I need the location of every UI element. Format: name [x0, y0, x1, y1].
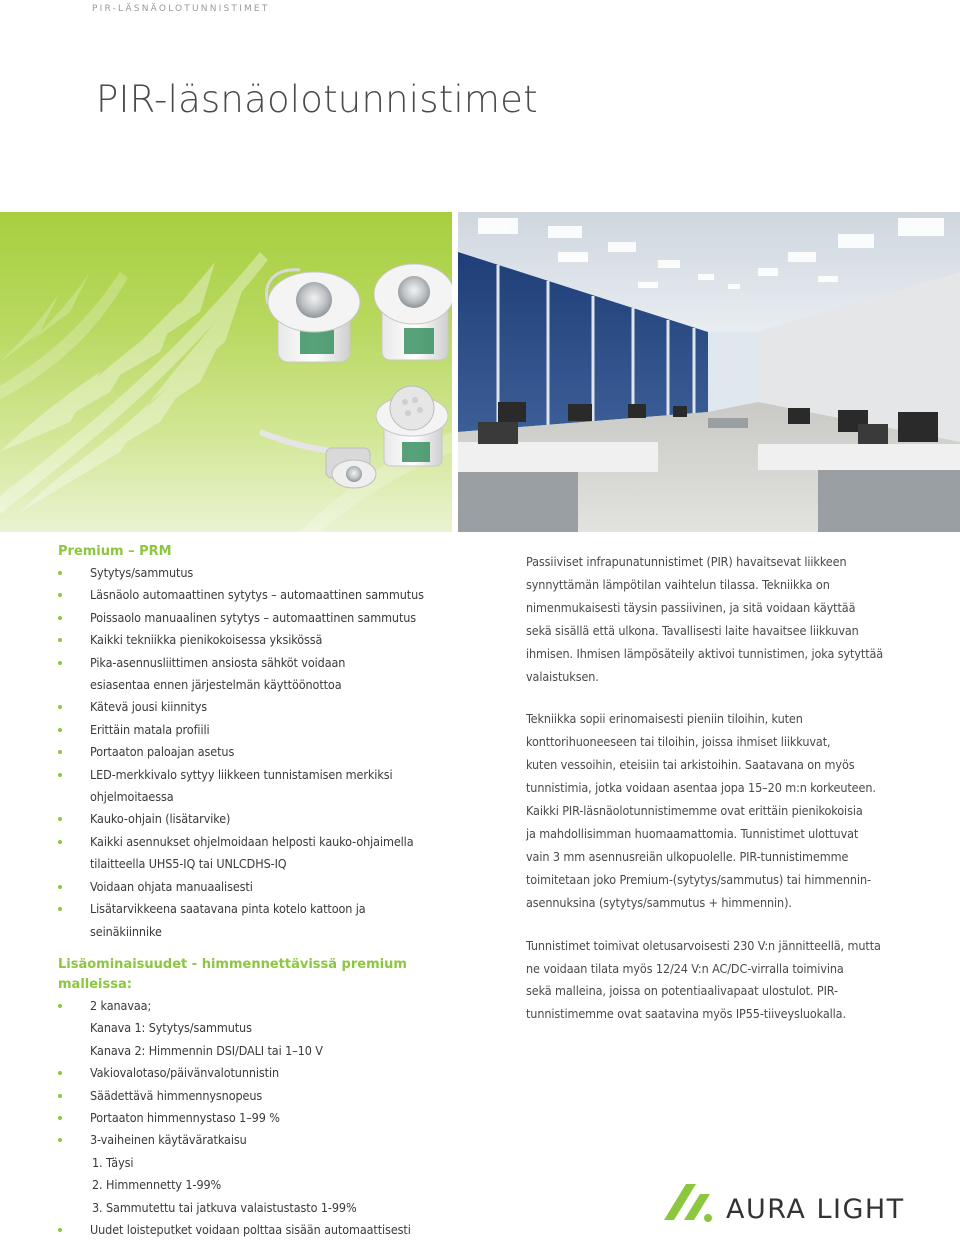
list-item-text: Portaaton paloajan asetus — [90, 744, 235, 760]
running-head: PIR-LÄSNÄOLOTUNNISTIMET — [92, 4, 270, 14]
bullet-icon — [58, 1004, 62, 1008]
list-item-text: Kaikki tekniikka pienikokoisessa yksikössä — [90, 632, 323, 648]
fern-sensors-illustration — [0, 212, 452, 532]
list-item-text: Läsnäolo automaattinen sytytys – automaattinen sammutus — [90, 587, 424, 603]
list-item — [58, 652, 458, 697]
bullet-icon — [58, 661, 62, 665]
extra-features-heading: Lisäominaisuudet - himmennettävissä premium malleissa: — [58, 956, 407, 992]
bullet-icon — [58, 907, 62, 911]
list-item-text: 3. Sammutettu tai jatkuva valaistustasto 1-99% — [92, 1199, 357, 1215]
list-item-text: 1. Täysi — [92, 1154, 134, 1170]
list-item-text: tilaitteella UHS5-IQ tai UNLCDHS-IQ — [90, 856, 287, 872]
premium-feature-list — [58, 562, 458, 943]
sensor-2 — [374, 264, 452, 360]
description-paragraph — [526, 708, 926, 914]
bullet-icon — [58, 1116, 62, 1120]
list-item-text: Erittäin matala profiili — [90, 721, 210, 737]
list-item — [58, 584, 458, 606]
paragraph-line: Kaikki PIR-läsnäolotunnistimemme ovat erittäin pienikokoisia — [526, 803, 863, 819]
paragraph-line: ja mahdollisimman huomaamattomia. Tunnistimet ulottuvat — [526, 825, 859, 841]
bullet-icon — [58, 616, 62, 620]
list-item — [58, 876, 458, 898]
bullet-icon — [58, 571, 62, 575]
description-paragraph — [526, 935, 926, 1027]
logo-wordmark: AURA LIGHT — [726, 1194, 905, 1225]
list-item-text: Kanava 1: Sytytys/sammutus — [90, 1020, 252, 1036]
list-item — [58, 1062, 458, 1084]
list-item — [58, 764, 458, 809]
paragraph-line: sekä malleina, joissa on potentiaalivapaat ulostulot. PIR- — [526, 983, 838, 999]
bullet-icon — [58, 1138, 62, 1142]
list-item-text: LED-merkkivalo syttyy liikkeen tunnistamisen merkiksi — [90, 766, 393, 782]
list-item-text: Vakiovalotaso/päivänvalotunnistin — [90, 1065, 280, 1081]
list-item-text: ohjelmoitaessa — [90, 789, 174, 805]
list-item-text: 2 kanavaa; — [90, 997, 152, 1013]
list-item-text: Portaaton himmennystaso 1–99 % — [90, 1109, 280, 1125]
bullet-icon — [58, 1228, 62, 1232]
list-item — [58, 831, 458, 876]
bullet-icon — [58, 728, 62, 732]
paragraph-line: vain 3 mm asennusreiän ulkopuolelle. PIR-tunnistimemme — [526, 848, 849, 864]
list-item-text: Säädettävä himmennysnopeus — [90, 1087, 263, 1103]
paragraph-line: asennuksina (sytytys/sammutus + himmennin). — [526, 894, 792, 910]
bullet-icon — [58, 593, 62, 597]
paragraph-line: kuten vessoihin, eteisiin tai arkistoihin. Saatavana on myös — [526, 757, 855, 773]
paragraph-line: tunnistimemme ovat saatavina myös IP55-tiiveysluokalla. — [526, 1006, 846, 1022]
sensor-1 — [267, 270, 360, 362]
sensor-3 — [376, 386, 448, 466]
bullet-icon — [58, 1094, 62, 1098]
list-item — [58, 1085, 458, 1107]
list-item-text: Kanava 2: Himmennin DSI/DALI tai 1–10 V — [90, 1042, 323, 1058]
list-item-text: seinäkiinnike — [90, 923, 162, 939]
paragraph-line: valaistuksen. — [526, 668, 599, 684]
bullet-icon — [58, 885, 62, 889]
paragraph-line: toimitetaan joko Premium-(sytytys/sammutus) tai himmennin- — [526, 871, 871, 887]
list-item — [58, 995, 458, 1062]
paragraph-line: ihmisen. Ihmisen lämpösäteily aktivoi tunnistimen, joka sytyttää — [526, 645, 884, 661]
list-item-text: Kätevä jousi kiinnitys — [90, 699, 208, 715]
features-column — [58, 542, 458, 1241]
bullet-icon — [58, 840, 62, 844]
office-photo — [458, 212, 960, 532]
list-item-text: Kauko-ohjain (lisätarvike) — [90, 811, 231, 827]
list-item-text: Pika-asennusliittimen ansiosta sähköt voidaan — [90, 654, 346, 670]
list-item — [58, 1107, 458, 1129]
bullet-icon — [58, 705, 62, 709]
bullet-icon — [58, 817, 62, 821]
paragraph-line: Tekniikka sopii erinomaisesti pieniin tiloihin, kuten — [526, 711, 803, 727]
paragraph-line: sekä sisällä että ulkona. Tavallisesti laite havaitsee liikkuvan — [526, 622, 859, 638]
page-title: PIR-läsnäolotunnistimet — [96, 78, 538, 121]
list-item — [58, 719, 458, 741]
paragraph-line: tunnistimia, jotka voidaan asentaa jopa 15–20 m:n korkeuteen. — [526, 780, 876, 796]
bullet-icon — [58, 773, 62, 777]
list-item — [58, 562, 458, 584]
list-item — [58, 629, 458, 651]
product-image-fern-sensors — [0, 212, 452, 532]
paragraph-line: Passiiviset infrapunatunnistimet (PIR) havaitsevat liikkeen — [526, 554, 847, 569]
paragraph-line: konttorihuoneeseen tai tiloihin, joissa ihmiset liikkuvat, — [526, 734, 831, 750]
bullet-icon — [58, 638, 62, 642]
description-paragraph — [526, 551, 926, 688]
list-item — [58, 607, 458, 629]
office-illustration — [458, 212, 960, 532]
list-item-text: Voidaan ohjata manuaalisesti — [90, 878, 253, 894]
extra-feature-list — [58, 995, 458, 1241]
paragraph-line: nimenmukaisesti täysin passiivinen, ja sitä voidaan käyttää — [526, 599, 856, 615]
paragraph-line: Tunnistimet toimivat oletusarvoisesti 230 V:n jännitteellä, mutta — [526, 937, 881, 953]
paragraph-line: ne voidaan tilata myös 12/24 V:n AC/DC-virralla toimivina — [526, 960, 844, 976]
list-item — [58, 696, 458, 718]
list-item — [58, 741, 458, 763]
description-column — [526, 551, 926, 1038]
sensor-4 — [260, 432, 376, 488]
paragraph-line: synnyttämän lämpötilan vaihtelun tilassa. Tekniikka on — [526, 576, 830, 592]
list-item-text: Sytytys/sammutus — [90, 565, 194, 580]
list-item-text: esiasentaa ennen järjestelmän käyttöönottoa — [90, 677, 342, 693]
aura-light-logo — [660, 1180, 960, 1224]
bullet-icon — [58, 1071, 62, 1075]
list-item-text: Lisätarvikkeena saatavana pinta kotelo kattoon ja — [90, 901, 366, 917]
list-item — [58, 808, 458, 830]
list-item — [58, 1129, 458, 1219]
list-item-text: 3-vaiheinen käytäväratkaisu — [90, 1132, 247, 1148]
list-item-text: 2. Himmennetty 1-99% — [92, 1177, 222, 1193]
list-item-text: Kaikki asennukset ohjelmoidaan helposti kauko-ohjaimella — [90, 833, 414, 849]
list-item — [58, 898, 458, 943]
list-item-text: Poissaolo manuaalinen sytytys – automaattinen sammutus — [90, 609, 417, 625]
premium-heading: Premium – PRM — [58, 544, 172, 559]
list-item-text: Uudet loisteputket voidaan polttaa sisään automaattisesti — [90, 1221, 411, 1237]
aura-light-logo-icon — [660, 1180, 720, 1224]
bullet-icon — [58, 750, 62, 754]
list-item — [58, 1219, 458, 1241]
